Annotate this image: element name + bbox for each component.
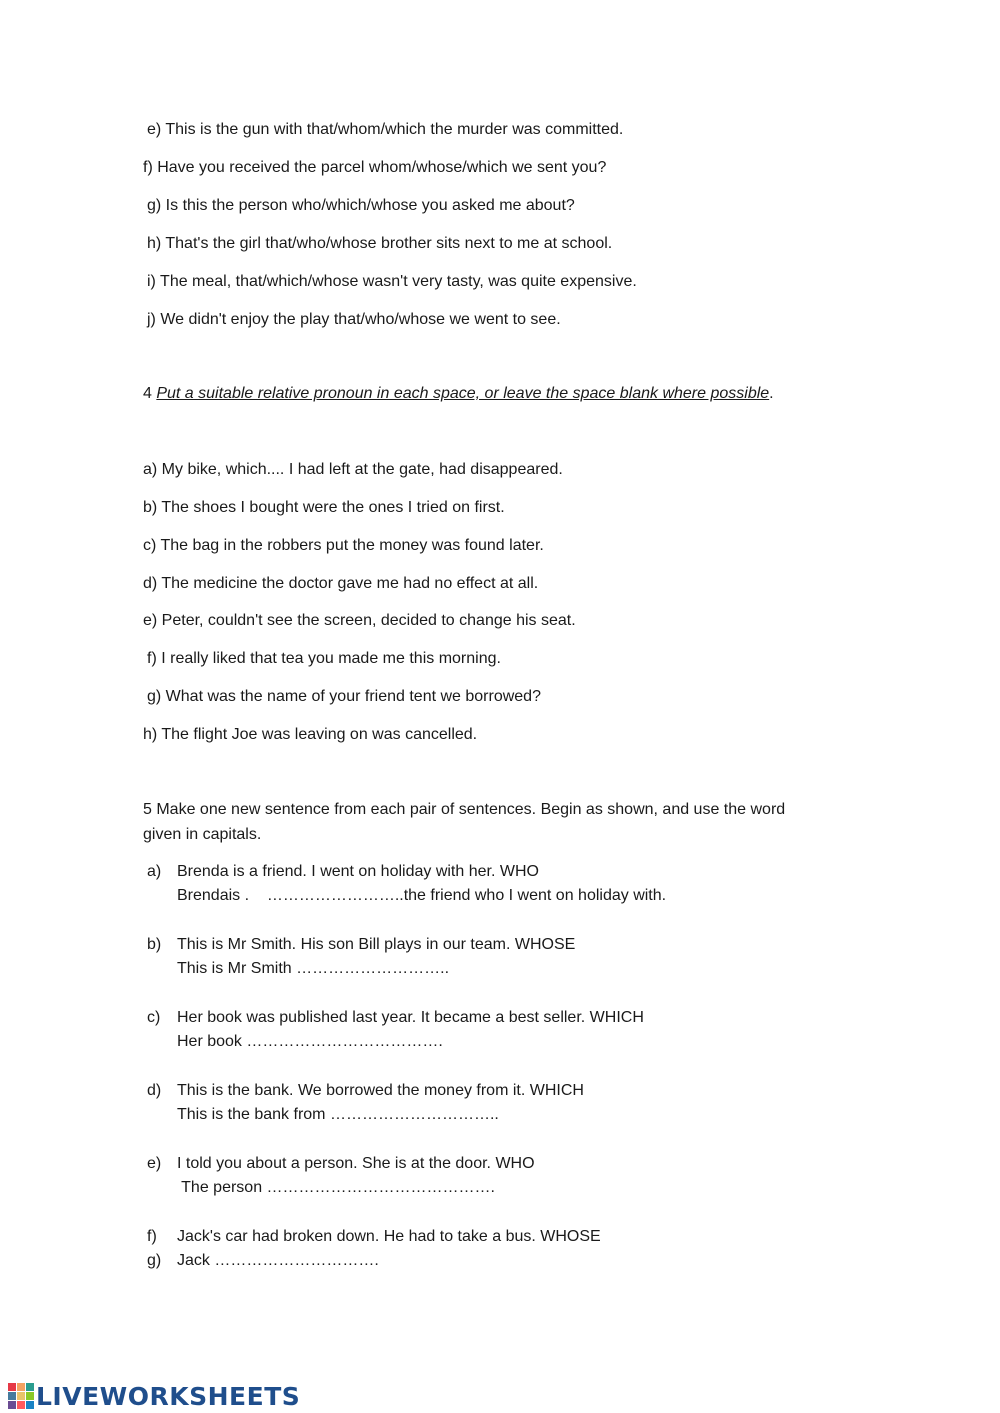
exercise5-item-d-prompt: This is the bank. We borrowed the money from it. WHICH: [177, 1082, 584, 1099]
exercise3-item-f: f) Have you received the parcel whom/whose/which we sent you?: [143, 159, 607, 176]
liveworksheets-logo: [8, 1382, 300, 1410]
exercise5-label-c: c): [147, 1009, 161, 1026]
exercise4-item-a: a) My bike, which.... I had left at the gate, had disappeared.: [143, 461, 563, 478]
exercise5-item-b-prompt: This is Mr Smith. His son Bill plays in our team. WHOSE: [177, 936, 576, 953]
exercise5-label-g: g): [147, 1252, 162, 1269]
exercise5-item-d-answer: This is the bank from …………………………..: [177, 1106, 499, 1123]
exercise3-item-g: g) Is this the person who/which/whose you asked me about?: [147, 197, 575, 214]
exercise4-heading: [143, 384, 774, 404]
exercise5-item-c-answer: Her book ……………………………….: [177, 1033, 443, 1050]
exercise3-item-j: j) We didn't enjoy the play that/who/whose we went to see.: [147, 311, 561, 328]
exercise5-item-c-prompt: Her book was published last year. It became a best seller. WHICH: [177, 1009, 644, 1026]
exercise5-item-b-answer: This is Mr Smith ………………………..: [177, 960, 450, 977]
exercise4-item-e: e) Peter, couldn't see the screen, decided to change his seat.: [143, 612, 576, 629]
exercise5-label-a: a): [147, 863, 162, 880]
exercise4-item-h: h) The flight Joe was leaving on was cancelled.: [143, 726, 478, 743]
liveworksheets-blocks-icon: [8, 1383, 34, 1409]
exercise5-item-g-answer: Jack ………………………….: [177, 1252, 379, 1269]
logo-text: LIVEWORKSHEETS: [36, 1381, 301, 1411]
exercise5-label-f: f): [147, 1228, 157, 1245]
exercise5-item-a-prompt: Brenda is a friend. I went on holiday with her. WHO: [177, 863, 539, 880]
exercise5-label-d: d): [147, 1082, 162, 1099]
exercise5-item-e-prompt: I told you about a person. She is at the door. WHO: [177, 1155, 535, 1172]
exercise5-label-b: b): [147, 936, 162, 953]
exercise4-item-f: f) I really liked that tea you made me this morning.: [147, 650, 501, 667]
exercise4-item-d: d) The medicine the doctor gave me had no effect at all.: [143, 575, 539, 592]
exercise3-item-e: e) This is the gun with that/whom/which the murder was committed.: [147, 121, 624, 138]
exercise4-item-g: g) What was the name of your friend tent we borrowed?: [147, 688, 541, 705]
exercise4-instruction: Put a suitable relative pronoun in each space, or leave the space blank where possible: [156, 385, 770, 402]
exercise5-item-f-prompt: Jack's car had broken down. He had to take a bus. WHOSE: [177, 1228, 601, 1245]
exercise4-item-b: b) The shoes I bought were the ones I tried on first.: [143, 499, 505, 516]
exercise3-item-h: h) That's the girl that/who/whose brother sits next to me at school.: [147, 235, 613, 252]
exercise5-item-a-answer: Brendais . ……………………..the friend who I went on holiday with.: [177, 887, 667, 904]
exercise3-item-i: i) The meal, that/which/whose wasn't very tasty, was quite expensive.: [147, 273, 637, 290]
exercise5-label-e: e): [147, 1155, 162, 1172]
exercise5-instruction-line2: given in capitals.: [143, 826, 262, 843]
exercise4-item-c: c) The bag in the robbers put the money was found later.: [143, 537, 544, 554]
exercise5-instruction-line1: 5 Make one new sentence from each pair of sentences. Begin as shown, and use the word: [143, 801, 786, 818]
exercise5-item-e-answer: The person …………………………………….: [177, 1179, 495, 1196]
exercise4-period: .: [769, 385, 774, 402]
exercise4-number: 4: [143, 385, 157, 402]
